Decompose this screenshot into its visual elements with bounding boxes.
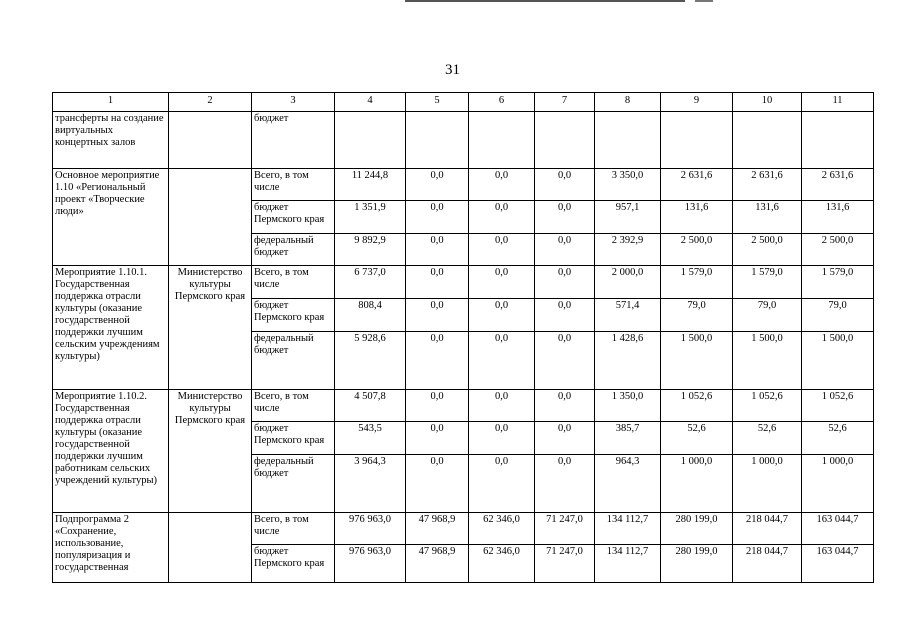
column-header: 2 xyxy=(169,93,252,112)
scan-top-rule xyxy=(405,0,685,2)
value-cell: 131,6 xyxy=(661,201,733,234)
value-cell: 976 963,0 xyxy=(335,545,406,583)
value-cell: 0,0 xyxy=(469,234,535,266)
value-cell: 1 052,6 xyxy=(733,390,802,422)
responsible-executor: Министерство культуры Пермского края xyxy=(169,390,252,513)
value-cell: 62 346,0 xyxy=(469,513,535,545)
value-cell: 1 579,0 xyxy=(661,266,733,299)
value-cell: 0,0 xyxy=(535,234,595,266)
funding-source: бюджет xyxy=(252,112,335,169)
value-cell: 9 892,9 xyxy=(335,234,406,266)
value-cell xyxy=(595,112,661,169)
value-cell: 385,7 xyxy=(595,422,661,455)
table-row xyxy=(53,112,874,169)
value-cell: 1 052,6 xyxy=(802,390,874,422)
value-cell: 976 963,0 xyxy=(335,513,406,545)
value-cell: 280 199,0 xyxy=(661,513,733,545)
funding-source: федеральный бюджет xyxy=(252,455,335,513)
value-cell: 5 928,6 xyxy=(335,332,406,390)
value-cell: 1 579,0 xyxy=(733,266,802,299)
table-row xyxy=(53,390,874,422)
value-cell: 0,0 xyxy=(535,332,595,390)
value-cell: 163 044,7 xyxy=(802,513,874,545)
value-cell: 2 392,9 xyxy=(595,234,661,266)
value-cell: 134 112,7 xyxy=(595,545,661,583)
value-cell: 0,0 xyxy=(406,332,469,390)
value-cell: 0,0 xyxy=(406,390,469,422)
value-cell: 0,0 xyxy=(406,299,469,332)
value-cell: 0,0 xyxy=(469,332,535,390)
funding-source: бюджет Пермского края xyxy=(252,299,335,332)
value-cell: 964,3 xyxy=(595,455,661,513)
funding-source: бюджет Пермского края xyxy=(252,545,335,583)
column-header: 5 xyxy=(406,93,469,112)
value-cell: 1 000,0 xyxy=(802,455,874,513)
value-cell: 0,0 xyxy=(535,299,595,332)
value-cell: 1 500,0 xyxy=(802,332,874,390)
measure-name: Подпрограмма 2 «Сохранение, использование, популяризация и государственная xyxy=(53,513,169,583)
funding-source: бюджет Пермского края xyxy=(252,201,335,234)
value-cell: 808,4 xyxy=(335,299,406,332)
value-cell: 0,0 xyxy=(469,266,535,299)
value-cell: 2 631,6 xyxy=(802,169,874,201)
funding-source: Всего, в том числе xyxy=(252,266,335,299)
scan-top-mark xyxy=(695,0,713,2)
value-cell: 163 044,7 xyxy=(802,545,874,583)
funding-source: Всего, в том числе xyxy=(252,513,335,545)
value-cell: 0,0 xyxy=(535,390,595,422)
value-cell: 0,0 xyxy=(469,169,535,201)
value-cell: 0,0 xyxy=(406,201,469,234)
value-cell: 134 112,7 xyxy=(595,513,661,545)
column-header: 4 xyxy=(335,93,406,112)
column-header: 10 xyxy=(733,93,802,112)
value-cell xyxy=(335,112,406,169)
value-cell: 2 500,0 xyxy=(733,234,802,266)
value-cell: 0,0 xyxy=(406,455,469,513)
value-cell: 131,6 xyxy=(733,201,802,234)
table-row xyxy=(53,169,874,201)
value-cell: 0,0 xyxy=(406,266,469,299)
column-header: 7 xyxy=(535,93,595,112)
funding-source: федеральный бюджет xyxy=(252,332,335,390)
value-cell: 0,0 xyxy=(469,422,535,455)
funding-source: Всего, в том числе xyxy=(252,169,335,201)
value-cell: 0,0 xyxy=(535,422,595,455)
value-cell: 0,0 xyxy=(406,169,469,201)
value-cell: 1 351,9 xyxy=(335,201,406,234)
funding-source: бюджет Пермского края xyxy=(252,422,335,455)
value-cell: 1 000,0 xyxy=(661,455,733,513)
value-cell xyxy=(802,112,874,169)
value-cell: 0,0 xyxy=(535,169,595,201)
value-cell: 71 247,0 xyxy=(535,513,595,545)
measure-name: Мероприятие 1.10.1. Государственная поддержка отрасли культуры (оказание государственной поддержки лучшим сельским учреждениям культуры) xyxy=(53,266,169,390)
value-cell: 52,6 xyxy=(661,422,733,455)
value-cell: 0,0 xyxy=(535,266,595,299)
value-cell: 1 500,0 xyxy=(733,332,802,390)
column-header: 6 xyxy=(469,93,535,112)
page-number: 31 xyxy=(445,62,460,78)
value-cell: 71 247,0 xyxy=(535,545,595,583)
table-row xyxy=(53,266,874,299)
value-cell: 52,6 xyxy=(733,422,802,455)
value-cell: 280 199,0 xyxy=(661,545,733,583)
responsible-executor: Министерство культуры Пермского края xyxy=(169,266,252,390)
value-cell: 543,5 xyxy=(335,422,406,455)
column-header: 9 xyxy=(661,93,733,112)
value-cell: 47 968,9 xyxy=(406,513,469,545)
value-cell: 2 000,0 xyxy=(595,266,661,299)
column-header: 3 xyxy=(252,93,335,112)
value-cell: 131,6 xyxy=(802,201,874,234)
value-cell: 571,4 xyxy=(595,299,661,332)
value-cell: 2 500,0 xyxy=(802,234,874,266)
measure-name: Основное мероприятие 1.10 «Региональный проект «Творческие люди» xyxy=(53,169,169,266)
value-cell: 0,0 xyxy=(469,455,535,513)
funding-source: федеральный бюджет xyxy=(252,234,335,266)
value-cell: 79,0 xyxy=(802,299,874,332)
measure-name: Мероприятие 1.10.2. Государственная поддержка отрасли культуры (оказание государственной поддержки лучшим работникам сельских учреждений культуры) xyxy=(53,390,169,513)
value-cell: 62 346,0 xyxy=(469,545,535,583)
responsible-executor xyxy=(169,169,252,266)
value-cell: 1 350,0 xyxy=(595,390,661,422)
measure-name: трансферты на создание виртуальных концертных залов xyxy=(53,112,169,169)
column-header: 11 xyxy=(802,93,874,112)
value-cell: 0,0 xyxy=(469,201,535,234)
value-cell: 2 631,6 xyxy=(733,169,802,201)
value-cell: 4 507,8 xyxy=(335,390,406,422)
value-cell: 1 500,0 xyxy=(661,332,733,390)
value-cell xyxy=(469,112,535,169)
responsible-executor xyxy=(169,112,252,169)
budget-table xyxy=(52,92,874,583)
value-cell: 3 350,0 xyxy=(595,169,661,201)
value-cell: 0,0 xyxy=(535,455,595,513)
value-cell xyxy=(733,112,802,169)
value-cell: 2 500,0 xyxy=(661,234,733,266)
value-cell: 0,0 xyxy=(535,201,595,234)
value-cell: 957,1 xyxy=(595,201,661,234)
value-cell: 1 000,0 xyxy=(733,455,802,513)
column-header: 8 xyxy=(595,93,661,112)
value-cell: 47 968,9 xyxy=(406,545,469,583)
value-cell: 0,0 xyxy=(406,234,469,266)
value-cell: 1 428,6 xyxy=(595,332,661,390)
table-row xyxy=(53,513,874,545)
value-cell: 218 044,7 xyxy=(733,513,802,545)
value-cell: 6 737,0 xyxy=(335,266,406,299)
value-cell: 11 244,8 xyxy=(335,169,406,201)
value-cell xyxy=(535,112,595,169)
value-cell: 3 964,3 xyxy=(335,455,406,513)
responsible-executor xyxy=(169,513,252,583)
column-header: 1 xyxy=(53,93,169,112)
value-cell: 1 579,0 xyxy=(802,266,874,299)
value-cell: 0,0 xyxy=(469,390,535,422)
value-cell xyxy=(661,112,733,169)
header-row xyxy=(53,93,874,112)
value-cell: 2 631,6 xyxy=(661,169,733,201)
value-cell: 218 044,7 xyxy=(733,545,802,583)
value-cell xyxy=(406,112,469,169)
value-cell: 52,6 xyxy=(802,422,874,455)
funding-source: Всего, в том числе xyxy=(252,390,335,422)
value-cell: 79,0 xyxy=(661,299,733,332)
value-cell: 0,0 xyxy=(469,299,535,332)
value-cell: 1 052,6 xyxy=(661,390,733,422)
value-cell: 79,0 xyxy=(733,299,802,332)
value-cell: 0,0 xyxy=(406,422,469,455)
